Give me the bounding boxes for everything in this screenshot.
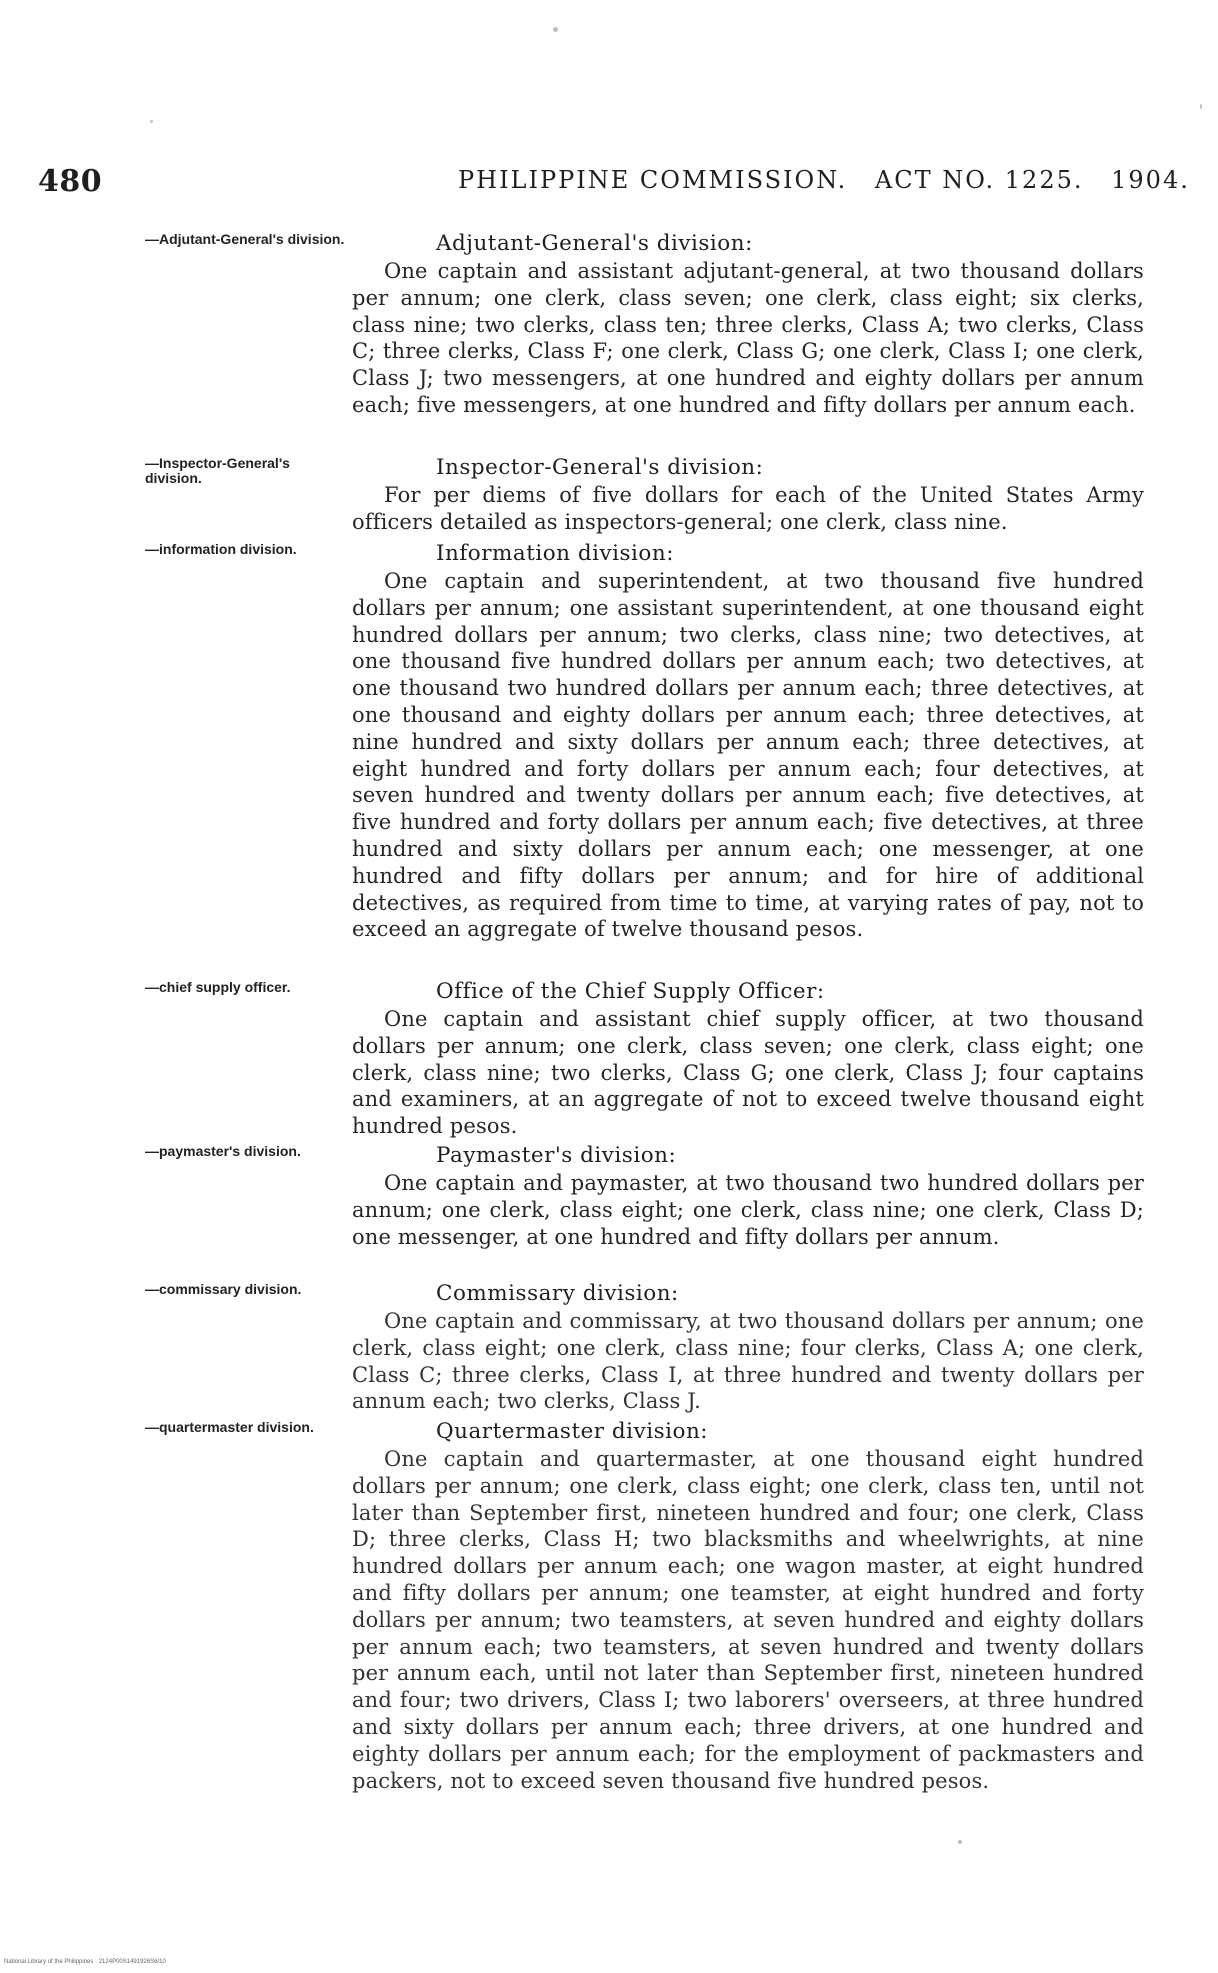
running-head-act: ACT NO. 1225.: [874, 166, 1084, 194]
section-text: One captain and commissary, at two thousand dollars per annum; one clerk, class eight; one clerk, class nine; four clerks, Class A; one clerk, Class C; three clerks, Class I, at three hundred and twenty dollars per annum each; two clerks, Class J.: [352, 1309, 1144, 1414]
page-header: [38, 164, 1190, 202]
section-text: One captain and assistant chief supply officer, at two thousand dollars per annum; one clerk, class seven; one clerk, class eight; one clerk, class nine; two clerks, Class G; one clerk, Class J; four captains and examiners, at an aggregate of not to exceed twelve thousand eight hundred pesos.: [352, 1007, 1144, 1139]
section-heading: Information division:: [436, 541, 674, 566]
section-text: One captain and superintendent, at two thousand five hundred dollars per annum; one assistant superintendent, at one thousand eight hundred dollars per annum; two clerks, class nine; two detectives, at one thousand five hundred dollars per annum each; two detectives, at one thousand two hundred dollars per annum each; three detectives, at one thousand and eighty dollars per annum each; three detectives, at nine hundred and sixty dollars per annum each; three detectives, at eight hundred and forty dollars per annum each; four detectives, at seven hundred and twenty dollars per annum each; five detectives, at five hundred and forty dollars per annum each; five detectives, at three hundred and sixty dollars per annum each; one messenger, at one hundred and fifty dollars per annum; and for hire of additional detectives, as required from time to time, at varying rates of pay, not to exceed an aggregate of twelve thousand pesos.: [352, 569, 1144, 942]
scan-speck: [1200, 104, 1202, 109]
section-quartermaster: [352, 1418, 1144, 1794]
section-heading: Quartermaster division:: [436, 1419, 709, 1444]
section-adjutant: [352, 230, 1144, 419]
section-information: [352, 540, 1144, 943]
section-supply: [352, 978, 1144, 1140]
section-heading: Paymaster's division:: [436, 1143, 677, 1168]
section-paymaster: [352, 1142, 1144, 1250]
section-inspector: [352, 454, 1144, 536]
running-head-year: 1904.: [1111, 166, 1190, 194]
section-text: One captain and quartermaster, at one thousand eight hundred dollars per annum; one clerk, class eight; one clerk, class ten, until not later than September first, nineteen hundred and four; one clerk, Class D; three clerks, Class H; two blacksmiths and wheelwrights, at nine hundred dollars per annum each; one wagon master, at eight hundred and fifty dollars per annum; one teamster, at eight hundred and forty dollars per annum; two teamsters, at seven hundred and eighty dollars per annum each; two teamsters, at seven hundred and twenty dollars per annum each, until not later than September first, nineteen hundred and four; two drivers, Class I; two laborers' overseers, at three hundred and sixty dollars per annum each; three drivers, at one hundred and eighty dollars per annum each; for the employment of packmasters and packers, not to exceed seven thousand five hundred pesos.: [352, 1447, 1144, 1793]
margin-note-quartermaster: —quartermaster division.: [145, 1419, 314, 1435]
margin-note-commissary: —commissary division.: [145, 1281, 302, 1297]
scan-imprint: National Library of the Philippines · 2124P00S1491926S6/10: [4, 1959, 166, 1965]
scan-speck: [553, 27, 558, 32]
section-text: For per diems of five dollars for each of the United States Army officers detailed as inspectors-general; one clerk, class nine.: [352, 483, 1144, 534]
running-head: [458, 166, 1208, 194]
margin-note-adjutant: —Adjutant-General's division.: [145, 231, 345, 247]
running-head-title: PHILIPPINE COMMISSION.: [458, 166, 848, 194]
section-heading: Inspector-General's division:: [436, 455, 764, 480]
section-text: One captain and paymaster, at two thousand two hundred dollars per annum; one clerk, class eight; one clerk, class nine; one clerk, Class D; one messenger, at one hundred and fifty dollars per annum.: [352, 1171, 1144, 1249]
section-commissary: [352, 1280, 1144, 1415]
margin-note-inspector: —Inspector-General's division.: [145, 455, 290, 486]
margin-note-information: —information division.: [145, 541, 297, 557]
scan-speck: [958, 1840, 962, 1844]
section-heading: Adjutant-General's division:: [436, 231, 753, 256]
scan-speck: [150, 120, 153, 123]
page-number: 480: [38, 164, 103, 199]
section-heading: Commissary division:: [436, 1281, 679, 1306]
section-heading: Office of the Chief Supply Officer:: [436, 979, 825, 1004]
margin-note-supply: —chief supply officer.: [145, 979, 291, 995]
section-text: One captain and assistant adjutant-general, at two thousand dollars per annum; one clerk, class seven; one clerk, class eight; six clerks, class nine; two clerks, class ten; three clerks, Class A; two clerks, Class C; three clerks, Class F; one clerk, Class G; one clerk, Class I; one clerk, Class J; two messengers, at one hundred and eighty dollars per annum each; five messengers, at one hundred and fifty dollars per annum each.: [352, 259, 1144, 417]
margin-note-paymaster: —paymaster's division.: [145, 1143, 301, 1159]
